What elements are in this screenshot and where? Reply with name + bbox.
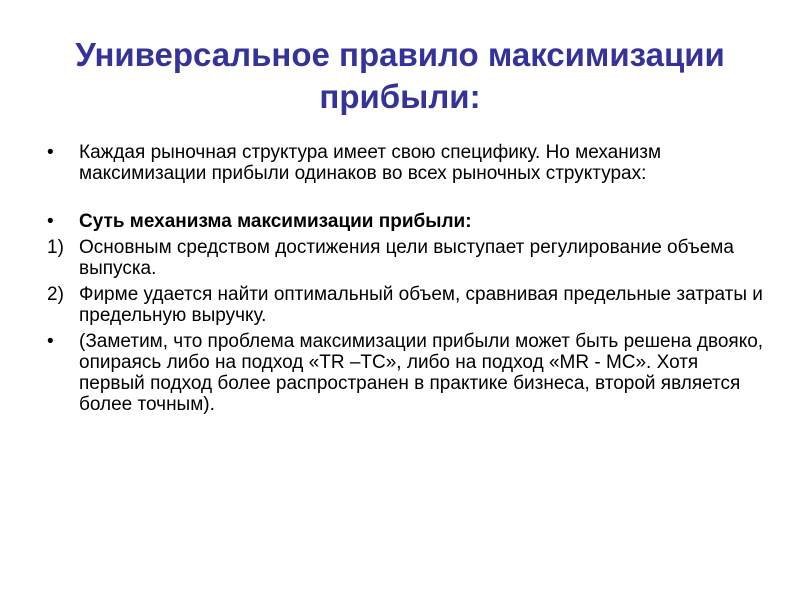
bullet-heading-text: Суть механизма максимизации прибыли: [79,211,472,232]
number-marker: 2) [47,284,64,305]
numbered-item [47,237,767,279]
bullet-text: (Заметим, что проблема максимизации прибыли может быть решена двояко, опираясь либо на подход «TR –TC», либо на подход «MR - MC». Хотя первый подход более распространен в практике бизнеса, второй является более точным). [79,331,764,415]
slide-body [47,142,767,420]
bullet-item-heading [47,211,767,232]
bullet-marker: • [47,211,54,232]
numbered-text: Основным средством достижения цели выступает регулирование объема выпуска. [79,237,734,279]
number-marker: 1) [47,237,64,258]
spacer [47,189,767,211]
bullet-item [47,142,767,184]
numbered-text: Фирме удается найти оптимальный объем, сравнивая предельные затраты и предельную выручку. [79,284,763,326]
bullet-marker: • [47,331,54,352]
bullet-text: Каждая рыночная структура имеет свою специфику. Но механизм максимизации прибыли одинаков во всех рыночных структурах: [79,142,662,184]
slide-title: Универсальное правило максимизации прибыли: [75,36,725,115]
numbered-item [47,284,767,326]
bullet-marker: • [47,142,54,163]
bullet-item [47,331,767,415]
